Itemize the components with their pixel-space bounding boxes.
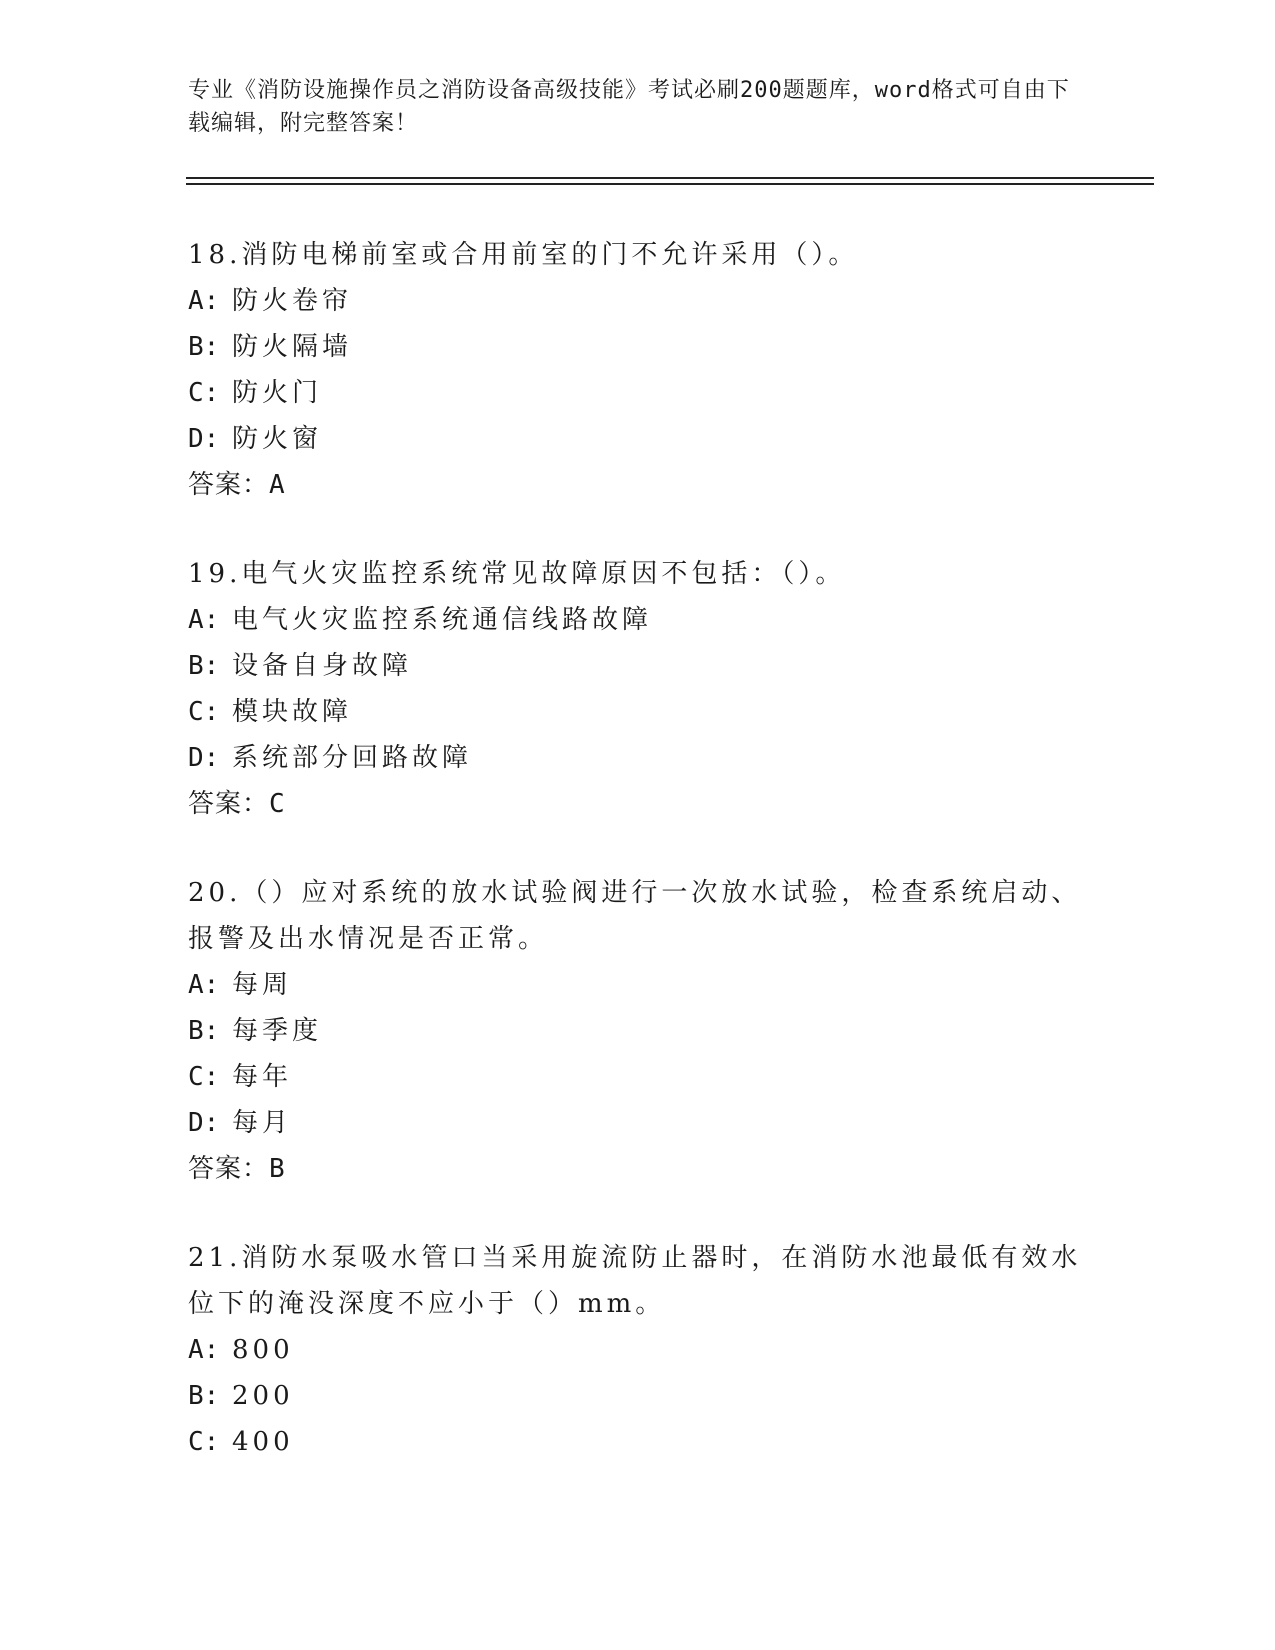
option-text: 防火窗 [232,424,323,454]
option-d [188,1100,1088,1146]
question-stem: 19.电气火灾监控系统常见故障原因不包括：（）。 [188,559,846,589]
option-b [188,1008,1088,1054]
option-text: 电气火灾监控系统通信线路故障 [232,605,653,635]
option-label: D: [188,424,220,454]
question-stem: 21.消防水泵吸水管口当采用旋流防止器时，在消防水池最低有效水位下的淹没深度不应小于（）mm。 [188,1243,1082,1319]
option-c [188,689,1088,735]
header-divider-top [186,177,1154,179]
question-20 [188,870,1088,1192]
question-21 [188,1235,1088,1465]
option-a [188,278,1088,324]
answer-label: 答案： [188,789,270,819]
question-stem: 18.消防电梯前室或合用前室的门不允许采用（）。 [188,240,859,270]
option-text: 每月 [232,1108,293,1138]
option-text: 800 [232,1335,294,1365]
option-b [188,324,1088,370]
option-b [188,1373,1088,1419]
option-text: 防火卷帘 [232,286,353,316]
option-label: C: [188,378,220,408]
option-label: B: [188,332,220,362]
option-label: A: [188,605,220,635]
option-text: 防火门 [232,378,323,408]
header-divider-bottom [186,183,1154,185]
option-label: C: [188,697,220,727]
option-label: B: [188,1381,220,1411]
answer-value: A [269,470,286,500]
option-label: A: [188,970,220,1000]
option-d [188,735,1088,781]
option-a [188,962,1088,1008]
option-text: 系统部分回路故障 [232,743,473,773]
option-c [188,370,1088,416]
option-a [188,597,1088,643]
answer-line [188,1146,1088,1192]
option-text: 设备自身故障 [232,651,413,681]
answer-value: B [269,1154,286,1184]
option-text: 每季度 [232,1016,323,1046]
option-text: 模块故障 [232,697,353,727]
question-19 [188,551,1088,827]
option-text: 每年 [232,1062,293,1092]
answer-value: C [269,789,286,819]
answer-label: 答案： [188,1154,270,1184]
option-label: D: [188,743,220,773]
option-c [188,1054,1088,1100]
option-a [188,1327,1088,1373]
option-label: B: [188,1016,220,1046]
option-text: 400 [232,1427,294,1457]
option-label: A: [188,1335,220,1365]
option-label: B: [188,651,220,681]
option-label: C: [188,1427,220,1457]
question-stem: 20.（）应对系统的放水试验阀进行一次放水试验，检查系统启动、报警及出水情况是否正常。 [188,878,1082,954]
answer-line [188,781,1088,827]
option-c [188,1419,1088,1465]
answer-label: 答案： [188,470,270,500]
answer-line [188,462,1088,508]
option-label: C: [188,1062,220,1092]
option-label: D: [188,1108,220,1138]
option-d [188,416,1088,462]
document-intro: 专业《消防设施操作员之消防设备高级技能》考试必刷200题题库，word格式可自由下载编辑，附完整答案！ [188,78,1070,136]
option-text: 每周 [232,970,293,1000]
question-18 [188,232,1088,508]
option-text: 200 [232,1381,294,1411]
option-text: 防火隔墙 [232,332,353,362]
option-label: A: [188,286,220,316]
option-b [188,643,1088,689]
